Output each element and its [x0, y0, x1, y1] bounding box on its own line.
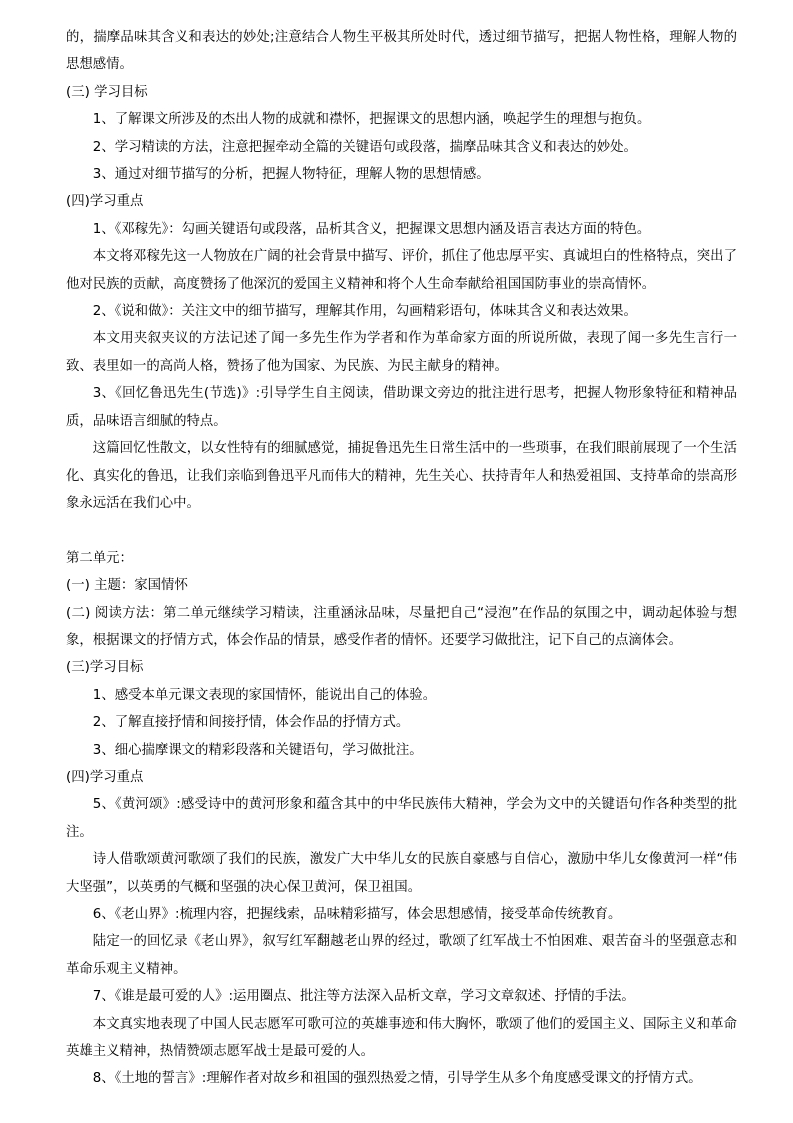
unit1-goal-1: 1、了解课文所涉及的杰出人物的成就和襟怀，把握课文的思想内涵，唤起学生的理想与抱负。 — [92, 112, 651, 128]
unit2-goal-2: 2、了解直接抒情和间接抒情，体会作品的抒情方式。 — [92, 715, 410, 731]
unit2-goal-3: 3、细心揣摩课文的精彩段落和关键语句，学习做批注。 — [92, 742, 423, 758]
unit2-focus-item-7: 7、《谁是最可爱的人》:运用圈点、批注等方法深入品析文章，学习文章叙述、抒情的手法。 — [92, 989, 635, 1005]
unit1-goal-3: 3、通过对细节描写的分析，把握人物特征，理解人物的思想情感。 — [92, 167, 490, 183]
unit2-focus-desc-6: 陆定一的回忆录《老山界》，叙写红军翻越老山界的经过，歌颂了红军战士不怕困难、艰苦奋斗的坚强意志和革命乐观主义精神。 — [66, 934, 737, 977]
unit2-theme: (一) 主题：家国情怀 — [66, 578, 188, 594]
unit1-goal-2: 2、学习精读的方法，注意把握牵动全篇的关键语句或段落，揣摩品味其含义和表达的妙处。 — [92, 139, 637, 155]
section-spacer — [66, 517, 737, 544]
unit2-goals-heading: (三)学习目标 — [66, 660, 144, 676]
unit2-focus-item-5: 5、《黄河颂》:感受诗中的黄河形象和蕴含其中的中华民族伟大精神，学会为文中的关键语句作各种类型的批注。 — [66, 797, 737, 840]
opening-paragraph: 的，揣摩品味其含义和表达的妙处;注意结合人物生平极其所处时代，透过细节描写，把据人物性格，理解人物的思想感情。 — [66, 30, 737, 73]
unit2-focus-desc-5: 诗人借歌颂黄河歌颂了我们的民族，激发广大中华儿女的民族自豪感与自信心，激励中华儿女像黄河一样“伟大坚强”，以英勇的气概和坚强的决心保卫黄河，保卫祖国。 — [66, 852, 737, 895]
unit1-focus-item-3: 3、《回忆鲁迅先生(节选)》:引导学生自主阅读，借助课文旁边的批注进行思考，把握人物形象特征和精神品质，品味语言细腻的特点。 — [66, 386, 737, 429]
unit2-title: 第二单元： — [66, 550, 133, 566]
unit1-focus-item-2: 2、《说和做》：关注文中的细节描写，理解其作用，勾画精彩语句，体味其含义和表达效果。 — [92, 304, 637, 320]
unit1-focus-desc-3: 这篇回忆性散文，以女性特有的细腻感觉，捕捉鲁迅先生日常生活中的一些琐事，在我们眼前展现了一个生活化、真实化的鲁迅，让我们亲临到鲁迅平凡而伟大的精神，先生关心、扶持青年人和热爱祖国、支持革命的崇高形象永远活在我们心中。 — [66, 441, 737, 511]
unit1-focus-desc-2: 本文用夹叙夹议的方法记述了闻一多先生作为学者和作为革命家方面的所说所做，表现了闻一多先生言行一致、表里如一的高尚人格，赞扬了他为国家、为民族、为民主献身的精神。 — [66, 331, 737, 374]
unit1-focus-item-1: 1、《邓稼先》：勾画关键语句或段落，品析其含义，把握课文思想内涵及语言表达方面的特色。 — [92, 221, 651, 237]
unit2-focus-item-6: 6、《老山界》:梳理内容，把握线索，品味精彩描写，体会思想感情，接受革命传统教育。 — [92, 906, 622, 922]
unit2-goal-1: 1、感受本单元课文表现的家国情怀，能说出自己的体验。 — [92, 687, 437, 703]
unit2-focus-heading: (四)学习重点 — [66, 769, 144, 785]
unit1-goals-heading: (三) 学习目标 — [66, 84, 148, 100]
unit1-focus-desc-1: 本文将邓稼先这一人物放在广阔的社会背景中描写、评价，抓住了他忠厚平实、真诚坦白的性格特点，突出了他对民族的贡献，高度赞扬了他深沉的爱国主义精神和将个人生命奉献给祖国国防事业的崇高情怀。 — [66, 249, 737, 292]
unit2-focus-item-8: 8、《土地的誓言》:理解作者对故乡和祖国的强烈热爱之情，引导学生从多个角度感受课文的抒情方式。 — [92, 1071, 702, 1087]
unit1-focus-heading: (四)学习重点 — [66, 194, 144, 210]
unit2-reading-method: (二) 阅读方法：第二单元继续学习精读，注重涵泳品味，尽量把自己“浸泡”在作品的氛围之中，调动起体验与想象，根据课文的抒情方式，体会作品的情景，感受作者的情怀。还要学习做批注，记下自己的点滴体会。 — [66, 605, 737, 648]
unit2-focus-desc-7: 本文真实地表现了中国人民志愿军可歌可泣的英雄事迹和伟大胸怀，歌颂了他们的爱国主义、国际主义和革命英雄主义精神，热情赞颂志愿军战士是最可爱的人。 — [66, 1016, 737, 1060]
